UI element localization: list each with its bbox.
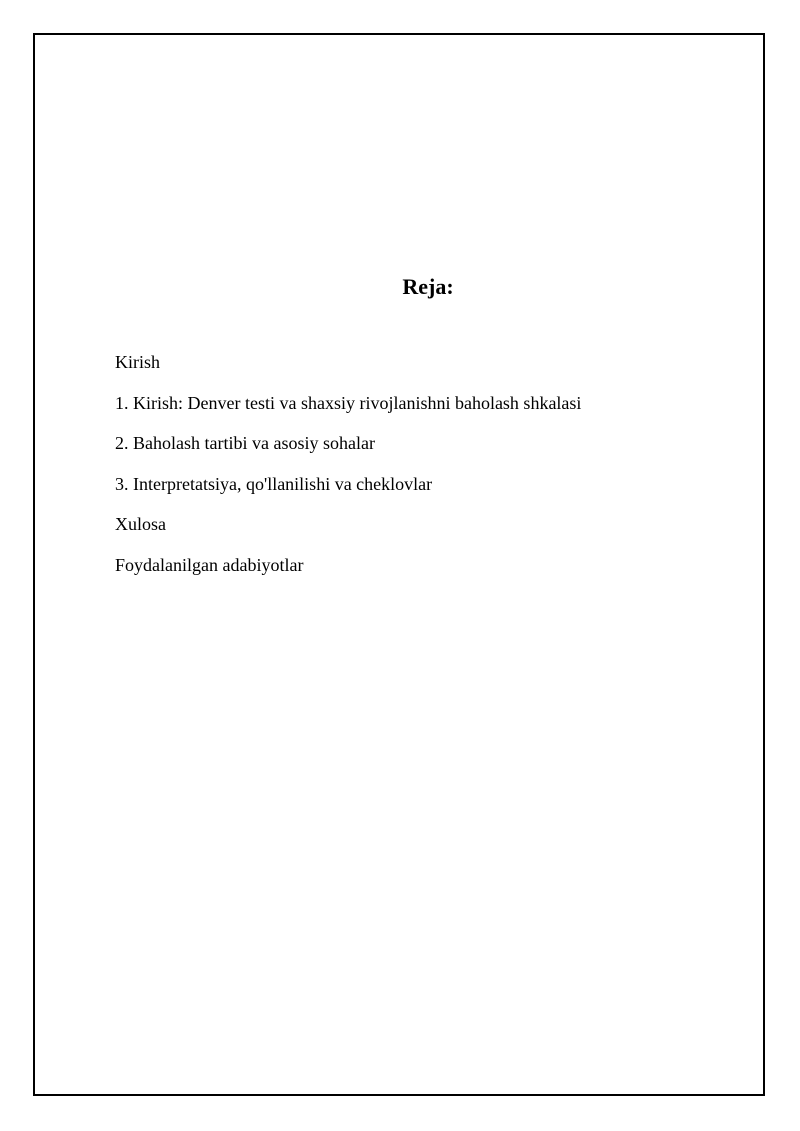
plan-item-intro: Kirish bbox=[115, 352, 160, 372]
plan-item-2: 2. Baholash tartibi va asosiy sohalar bbox=[115, 433, 375, 453]
plan-item-conclusion: Xulosa bbox=[115, 514, 166, 534]
plan-list bbox=[115, 348, 581, 591]
page-title: Reja: bbox=[402, 274, 454, 299]
plan-item-1: 1. Kirish: Denver testi va shaxsiy rivojlanishni baholash shkalasi bbox=[115, 392, 582, 413]
plan-item-references: Foydalanilgan adabiyotlar bbox=[115, 554, 304, 575]
plan-item-3: 3. Interpretatsiya, qo'llanilishi va cheklovlar bbox=[115, 473, 433, 494]
